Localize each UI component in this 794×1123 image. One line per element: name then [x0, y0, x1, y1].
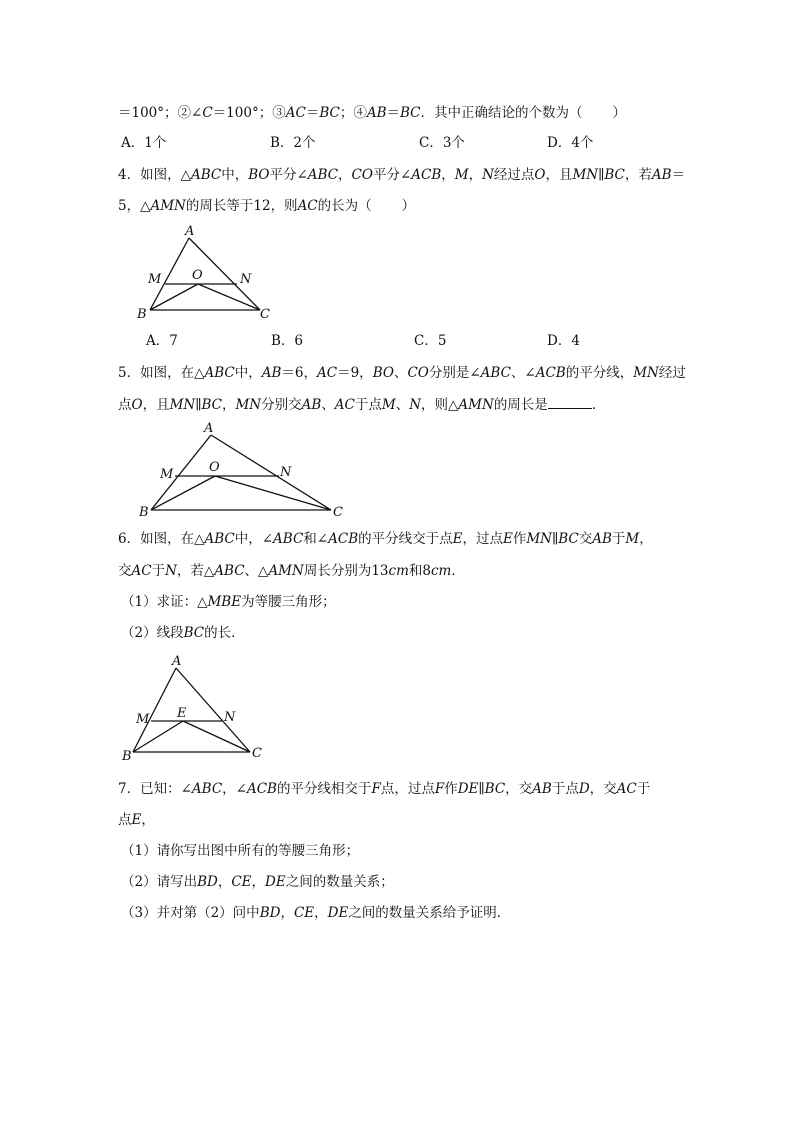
q6-label-b: B — [122, 749, 132, 764]
q5-label-n: N — [280, 465, 292, 480]
q5-label-c: C — [333, 505, 343, 520]
q6-label-c: C — [252, 746, 262, 761]
q3-option-d: D．4个 — [547, 135, 594, 151]
q6-side-ac — [176, 668, 250, 752]
q4-option-b: B．6 — [271, 333, 304, 349]
q5-label-b: B — [139, 505, 149, 520]
q4-option-a: A．7 — [146, 333, 178, 349]
q4-label-o: O — [192, 268, 203, 283]
q5-label-m: M — [160, 467, 174, 482]
q5-label-o: O — [209, 460, 220, 475]
q4-label-a: A — [185, 224, 195, 239]
q7-stem-line2: 点E， — [118, 812, 155, 828]
q6-stem-line1: 6．如图，在△ABC中，∠ABC和∠ACB的平分线交于点E，过点E作MN∥BC交AB于M， — [118, 531, 653, 547]
q4-label-n: N — [240, 272, 252, 287]
q3-option-c: C．3个 — [419, 135, 465, 151]
q6-label-e: E — [177, 706, 187, 721]
q5-segment-co — [215, 476, 331, 510]
q4-stem-line1: 4．如图，△ABC中，BO平分∠ABC，CO平分∠ACB，M，N经过点O，且MN∥BC，若AB＝ — [118, 167, 686, 183]
q7-sub3: （3）并对第（2）问中BD，CE，DE之间的数量关系给予证明． — [121, 905, 511, 921]
q4-segment-co — [198, 284, 260, 310]
q6-label-n: N — [224, 710, 236, 725]
q7-stem-line1: 7．已知：∠ABC，∠ACB的平分线相交于F点，过点F作DE∥BC，交AB于点D，交AC于 — [118, 781, 651, 797]
q6-sub1: （1）求证：△MBE为等腰三角形； — [121, 594, 336, 610]
q4-stem-line2: 5，△AMN的周长等于12，则AC的长为（ ） — [118, 198, 416, 214]
q5-label-a: A — [204, 421, 214, 436]
q3-conclusions: ＝100°；②∠C＝100°；③AC＝BC；④AB＝BC．其中正确结论的个数为（ ） — [118, 105, 627, 121]
q4-option-d: D．4 — [547, 333, 580, 349]
q6-label-a: A — [172, 654, 182, 669]
q6-segment-ce — [183, 721, 250, 752]
q5-answer-blank — [548, 396, 592, 409]
q5-stem-line1: 5．如图，在△ABC中，AB＝6，AC＝9，BO、CO分别是∠ABC、∠ACB的平分线，MN经过 — [118, 365, 686, 381]
q4-option-c: C．5 — [414, 333, 447, 349]
q3-option-b: B．2个 — [270, 135, 316, 151]
q4-label-m: M — [148, 272, 162, 287]
q7-sub2: （2）请写出BD，CE，DE之间的数量关系； — [121, 874, 394, 890]
q5-side-ac — [211, 435, 331, 510]
q4-label-b: B — [137, 307, 147, 322]
q6-label-m: M — [136, 712, 150, 727]
q3-option-a: A．1个 — [121, 135, 167, 151]
q6-sub2: （2）线段BC的长． — [121, 625, 245, 641]
q4-label-c: C — [260, 307, 270, 322]
q6-stem-line2: 交AC于N，若△ABC、△AMN周长分别为13cm和8cm． — [118, 563, 465, 579]
q5-stem-line2: 点O，且MN∥BC，MN分别交AB、AC于点M、N，则△AMN的周长是 ． — [118, 397, 606, 413]
q7-sub1: （1）请你写出图中所有的等腰三角形； — [121, 843, 360, 859]
